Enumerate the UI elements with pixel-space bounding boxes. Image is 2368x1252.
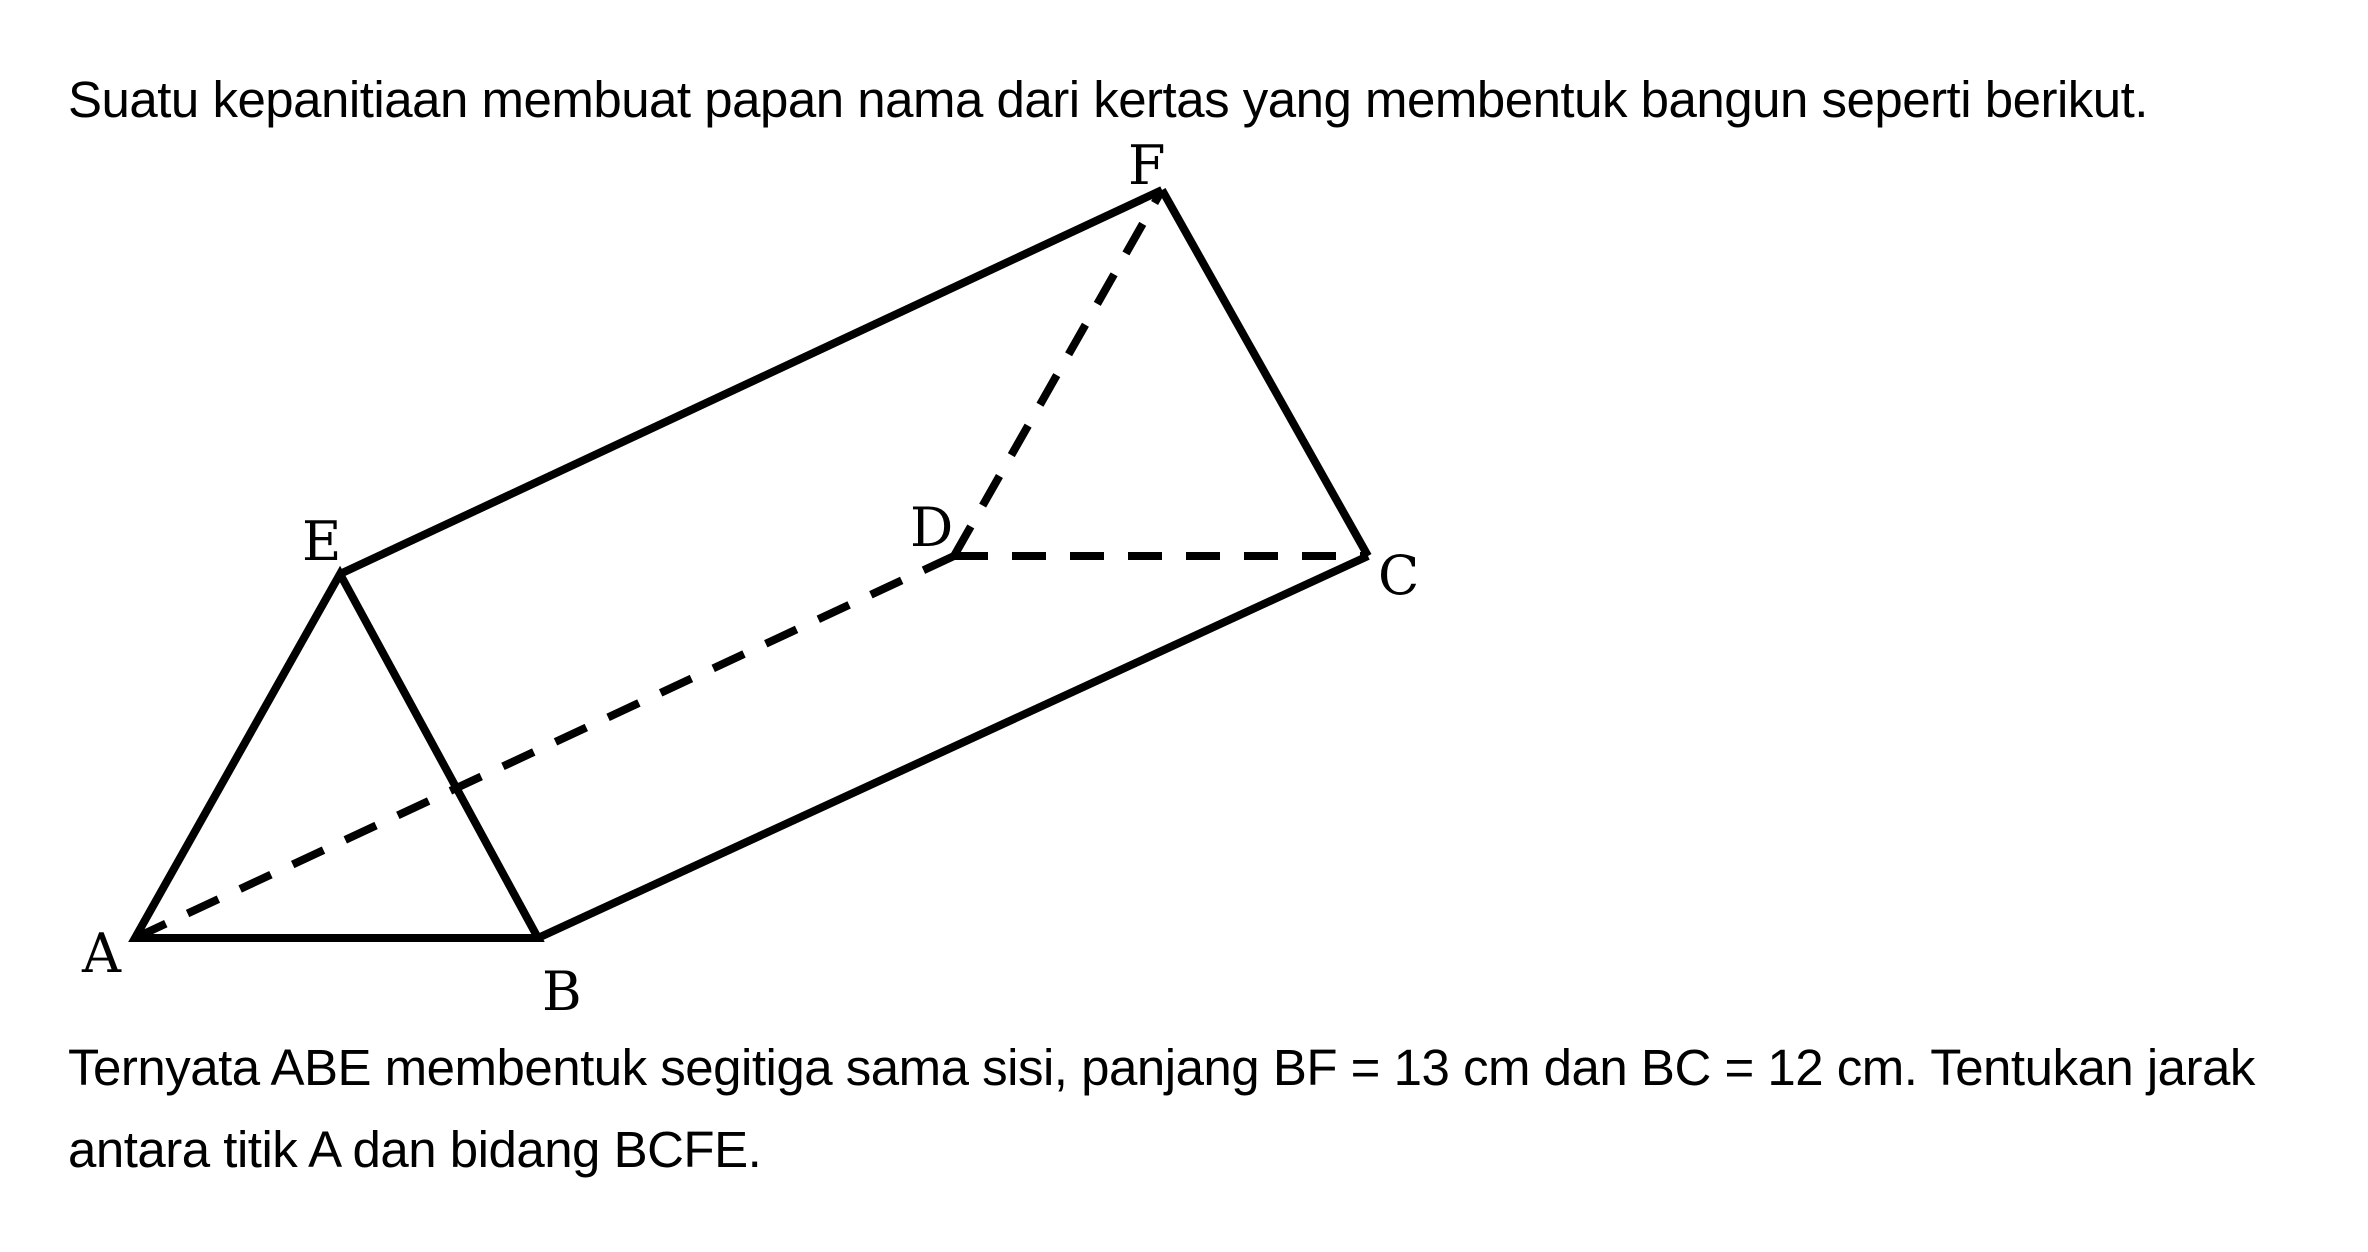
edge-ef [340,190,1162,574]
vertex-label-c: C [1378,544,1420,607]
edge-fc [1162,190,1368,556]
vertex-label-f: F [1128,134,1166,197]
vertex-label-d: D [910,496,954,559]
edge-df-dashed [954,190,1162,556]
problem-question-line-1: Ternyata ABE membentuk segitiga sama sisi, panjang BF = 13 cm dan BC = 12 cm. Tentukan jarak [68,1039,2255,1096]
problem-intro: Suatu kepanitiaan membuat papan nama dari kertas yang membentuk bangun seperti berikut. [68,71,2148,128]
face-abe-triangle [135,574,538,938]
edge-bc [538,556,1368,938]
edge-ad-dashed [135,556,954,938]
vertex-label-e: E [302,510,342,573]
vertex-label-b: B [542,960,582,1023]
problem-question-line-2: antara titik A dan bidang BCFE. [68,1121,762,1178]
vertex-label-a: A [82,922,121,985]
